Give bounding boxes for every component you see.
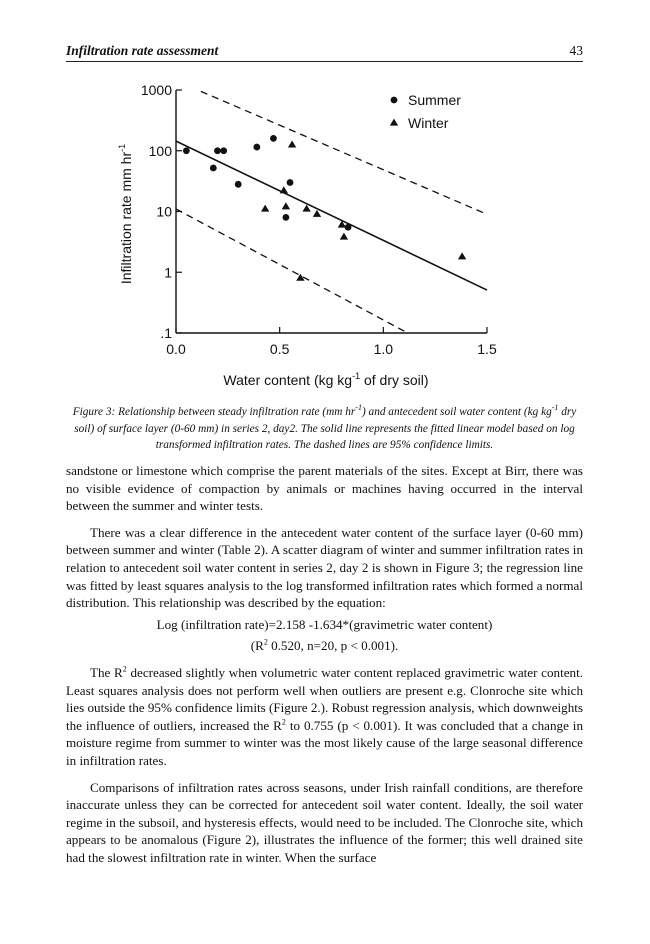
- figure-caption: Figure 3: Relationship between steady infiltration rate (mm $hr^{-1}$) and antecedent soil water content (kg $kg^{-1}$ dry soil) of surface layer (0-60 mm) in series 2, day2. The solid line represents the fitted linear model based on log transformed infiltration rates. The dashed lines are 95% confidence limits.: [72, 403, 577, 451]
- y-axis-label: Infiltration rate mm $hr^{-1}$: [117, 143, 134, 285]
- y-tick-label: 1: [164, 264, 172, 281]
- running-header: [66, 41, 583, 62]
- chart-points: [183, 135, 466, 281]
- chart-legend: [390, 92, 461, 131]
- paragraph-4: Comparisons of infiltration rates across seasons, under Irish rainfall conditions, are therefore inaccurate unless they can be corrected for antecedent soil water content. Ideally, the soil water regime in the subsoil, and hysteresis effects, would need to be included. The Clonroche site, which appears to be anomalous (Figure 2), illustrates the influence of the former; this well drained site had the slowest infiltration rate in winter. When the surface: [66, 779, 583, 865]
- summer-point: [220, 147, 227, 154]
- summer-point: [287, 179, 294, 186]
- x-axis-label: Water content (kg $kg^{-1}$ of dry soil): [223, 371, 429, 388]
- x-tick-label: 1.5: [477, 341, 497, 357]
- body-text: [66, 462, 583, 866]
- legend-label: Summer: [408, 92, 461, 108]
- summer-point: [214, 147, 221, 154]
- summer-point: [235, 181, 242, 188]
- summer-point: [282, 214, 289, 221]
- y-tick-label: .1: [160, 325, 172, 341]
- x-tick-label: 0.5: [269, 341, 290, 357]
- regression-statistics: ($R^2$ 0.520, n=20, p < 0.001).: [250, 637, 399, 654]
- y-tick-label: 10: [156, 203, 172, 220]
- paragraph-1: sandstone or limestone which comprise the parent materials of the sites. Except at Birr, there was no visible evidence of compaction by animals or machines having occurred in the interval between the summer and winter tests.: [66, 463, 583, 514]
- regression-equation: Log (infiltration rate)=2.158 -1.634*(gravimetric water content): [156, 616, 493, 632]
- winter-point: [261, 205, 269, 212]
- summer-point: [253, 144, 260, 151]
- summer-point: [270, 135, 277, 142]
- page-number: 43: [569, 43, 583, 58]
- legend-summer-marker: [391, 97, 398, 104]
- running-title: Infiltration rate assessment: [66, 43, 219, 58]
- y-tick-label: 100: [148, 142, 172, 159]
- legend-label: Winter: [408, 115, 449, 131]
- winter-point: [288, 140, 296, 147]
- paragraph-2: There was a clear difference in the antecedent water content of the surface layer (0-60 mm) between summer and winter (Table 2). A scatter diagram of winter and summer infiltration rates in relation to antecedent soil water content in series 2, day 2 is shown in Figure 3; the regression line was fitted by least squares analysis to the log transformed infiltration rates which formed a normal distribution. This relationship was described by the equation:: [66, 524, 583, 611]
- summer-point: [183, 147, 190, 154]
- x-tick-label: 1.0: [373, 341, 394, 357]
- winter-point: [282, 202, 290, 209]
- winter-point: [340, 233, 348, 240]
- winter-point: [458, 252, 466, 259]
- legend-winter-marker: [390, 119, 398, 126]
- summer-point: [210, 165, 217, 172]
- paragraph-3: The $R^2$ decreased slightly when volumetric water content replaced gravimetric water content. Least squares analysis does not perform well when outliers are present e.g. Clonroche site which lies outside the 95% confidence limits (Figure 2.). Robust regression analysis, which downweights the influence of outliers, increased the $R^2$ to 0.755 (p < 0.001). It was concluded that a change in moisture regime from summer to winter was the most likely cause of the large seasonal difference in infiltration rates.: [66, 664, 583, 768]
- x-tick-label: 0.0: [166, 341, 186, 357]
- upper-confidence-line: [201, 91, 487, 214]
- y-tick-label: 1000: [140, 82, 172, 98]
- infiltration-scatter-chart: [100, 78, 520, 398]
- lower-confidence-line: [176, 209, 487, 375]
- winter-point: [280, 186, 288, 193]
- fitted-regression-line: [176, 141, 487, 290]
